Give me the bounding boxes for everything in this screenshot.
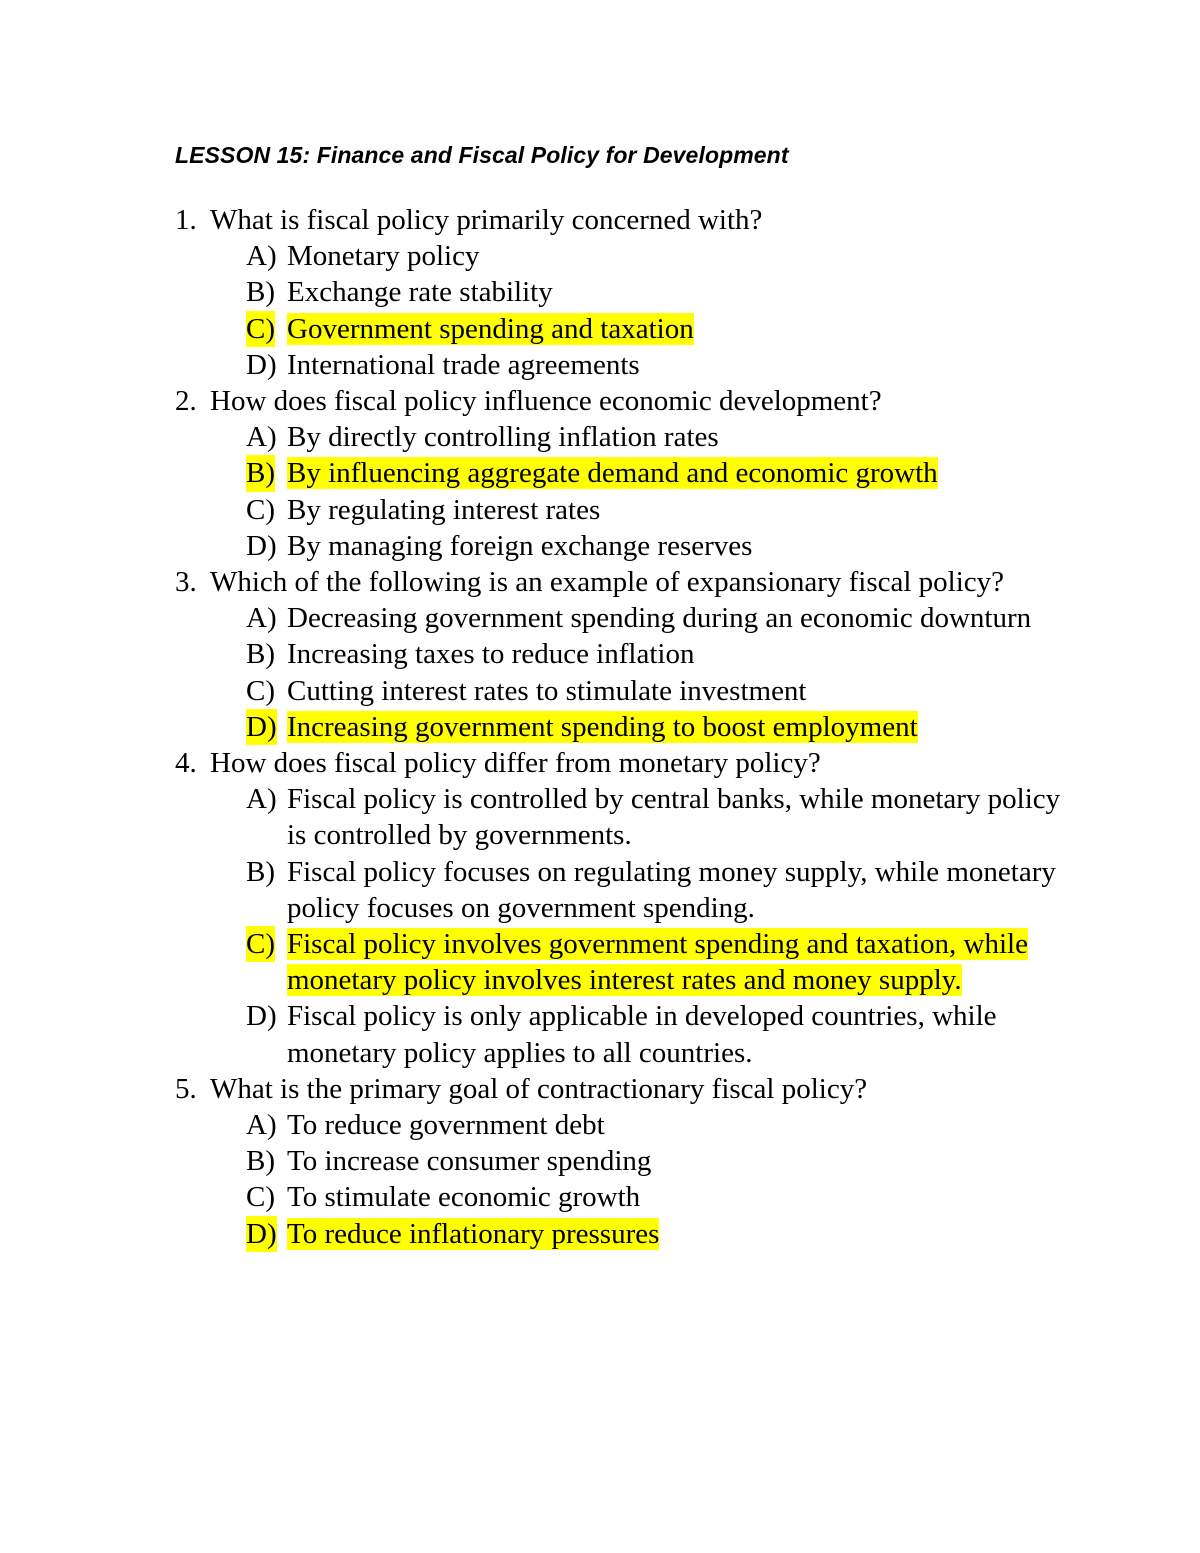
question-item: [0, 1071, 1010, 1252]
option-letter: A): [246, 783, 277, 816]
option-text: To stimulate economic growth: [287, 1181, 641, 1214]
question-text: What is fiscal policy primarily concerned with?: [210, 204, 763, 236]
question-text: How does fiscal policy differ from monetary policy?: [210, 747, 821, 780]
question-number: 5.: [175, 1072, 197, 1105]
answer-option: [246, 1143, 1067, 1179]
option-text: Cutting interest rates to stimulate investment: [287, 674, 807, 707]
option-text: Fiscal policy is controlled by central banks, while monetary policy is controlled by governments.: [287, 783, 1061, 852]
answer-option: [246, 998, 1067, 1070]
option-letter: D): [246, 1000, 277, 1033]
option-text: Fiscal policy is only applicable in developed countries, while monetary policy applies to all countries.: [287, 1000, 997, 1069]
answer-option: [246, 636, 1067, 672]
question-number: 1.: [175, 204, 197, 236]
answer-option: [246, 1179, 1067, 1215]
option-text: Decreasing government spending during an economic downturn: [287, 602, 1032, 635]
option-letter: A): [246, 1109, 277, 1142]
option-text: To reduce government debt: [287, 1109, 605, 1142]
option-letter: C): [246, 1181, 275, 1214]
option-letter: B): [246, 455, 275, 491]
option-letter: D): [246, 529, 277, 562]
question-item: [0, 745, 1061, 1071]
option-letter: B): [246, 1145, 275, 1178]
question-text: What is the primary goal of contractionary fiscal policy?: [210, 1072, 868, 1105]
option-list: [210, 600, 1032, 745]
option-list: [210, 419, 1010, 564]
question-number: 3.: [175, 566, 197, 599]
answer-option: [246, 238, 1067, 274]
option-text: To reduce inflationary pressures: [287, 1217, 660, 1250]
option-text: Exchange rate stability: [287, 276, 553, 309]
answer-option-highlighted: [246, 455, 1067, 491]
answer-option: [246, 528, 1067, 564]
answer-option: [246, 673, 1067, 709]
question-text: How does fiscal policy influence economic development?: [210, 385, 882, 418]
answer-option: [246, 1107, 1067, 1143]
option-letter: B): [246, 855, 275, 888]
answer-option-highlighted: [246, 709, 1067, 745]
question-item: [0, 383, 1010, 564]
option-list: [210, 238, 1010, 383]
answer-option: [246, 854, 1067, 926]
option-text: Increasing government spending to boost employment: [287, 710, 918, 743]
option-text: By influencing aggregate demand and economic growth: [287, 457, 938, 490]
answer-option: [246, 347, 1067, 383]
answer-option: [246, 492, 1067, 528]
answer-option-highlighted: [246, 311, 1067, 347]
option-text: Monetary policy: [287, 240, 480, 273]
option-letter: C): [246, 311, 275, 347]
option-letter: C): [246, 493, 275, 526]
answer-option-highlighted: [246, 926, 1067, 998]
option-letter: D): [246, 709, 277, 745]
option-letter: B): [246, 638, 275, 671]
question-item: [0, 564, 1032, 745]
option-letter: A): [246, 602, 277, 635]
option-text: Increasing taxes to reduce inflation: [287, 638, 695, 671]
option-text: Government spending and taxation: [287, 312, 694, 345]
option-letter: B): [246, 276, 275, 309]
option-letter: A): [246, 240, 277, 273]
answer-option-highlighted: [246, 1216, 1067, 1252]
question-list: [0, 202, 1200, 1252]
question-text: Which of the following is an example of expansionary fiscal policy?: [210, 566, 1005, 599]
option-text: By regulating interest rates: [287, 493, 601, 526]
option-letter: D): [246, 348, 277, 381]
option-text: Fiscal policy involves government spending and taxation, while monetary policy involves interest rates and money supply.: [287, 928, 1028, 997]
answer-option: [246, 600, 1067, 636]
answer-option: [246, 419, 1067, 455]
option-text: By directly controlling inflation rates: [287, 421, 719, 454]
question-number: 2.: [175, 385, 197, 418]
answer-option: [246, 274, 1067, 310]
option-letter: D): [246, 1216, 277, 1252]
option-text: Fiscal policy focuses on regulating money supply, while monetary policy focuses on government spending.: [287, 855, 1056, 924]
option-text: By managing foreign exchange reserves: [287, 529, 753, 562]
option-letter: A): [246, 421, 277, 454]
option-text: To increase consumer spending: [287, 1145, 652, 1178]
option-list: [210, 781, 1061, 1071]
option-list: [210, 1107, 1010, 1252]
question-item: [0, 202, 1010, 383]
option-letter: C): [246, 674, 275, 707]
question-number: 4.: [175, 747, 197, 780]
option-text: International trade agreements: [287, 348, 640, 381]
lesson-title: LESSON 15: Finance and Fiscal Policy for Development: [175, 142, 789, 168]
answer-option: [246, 781, 1067, 853]
option-letter: C): [246, 926, 275, 962]
